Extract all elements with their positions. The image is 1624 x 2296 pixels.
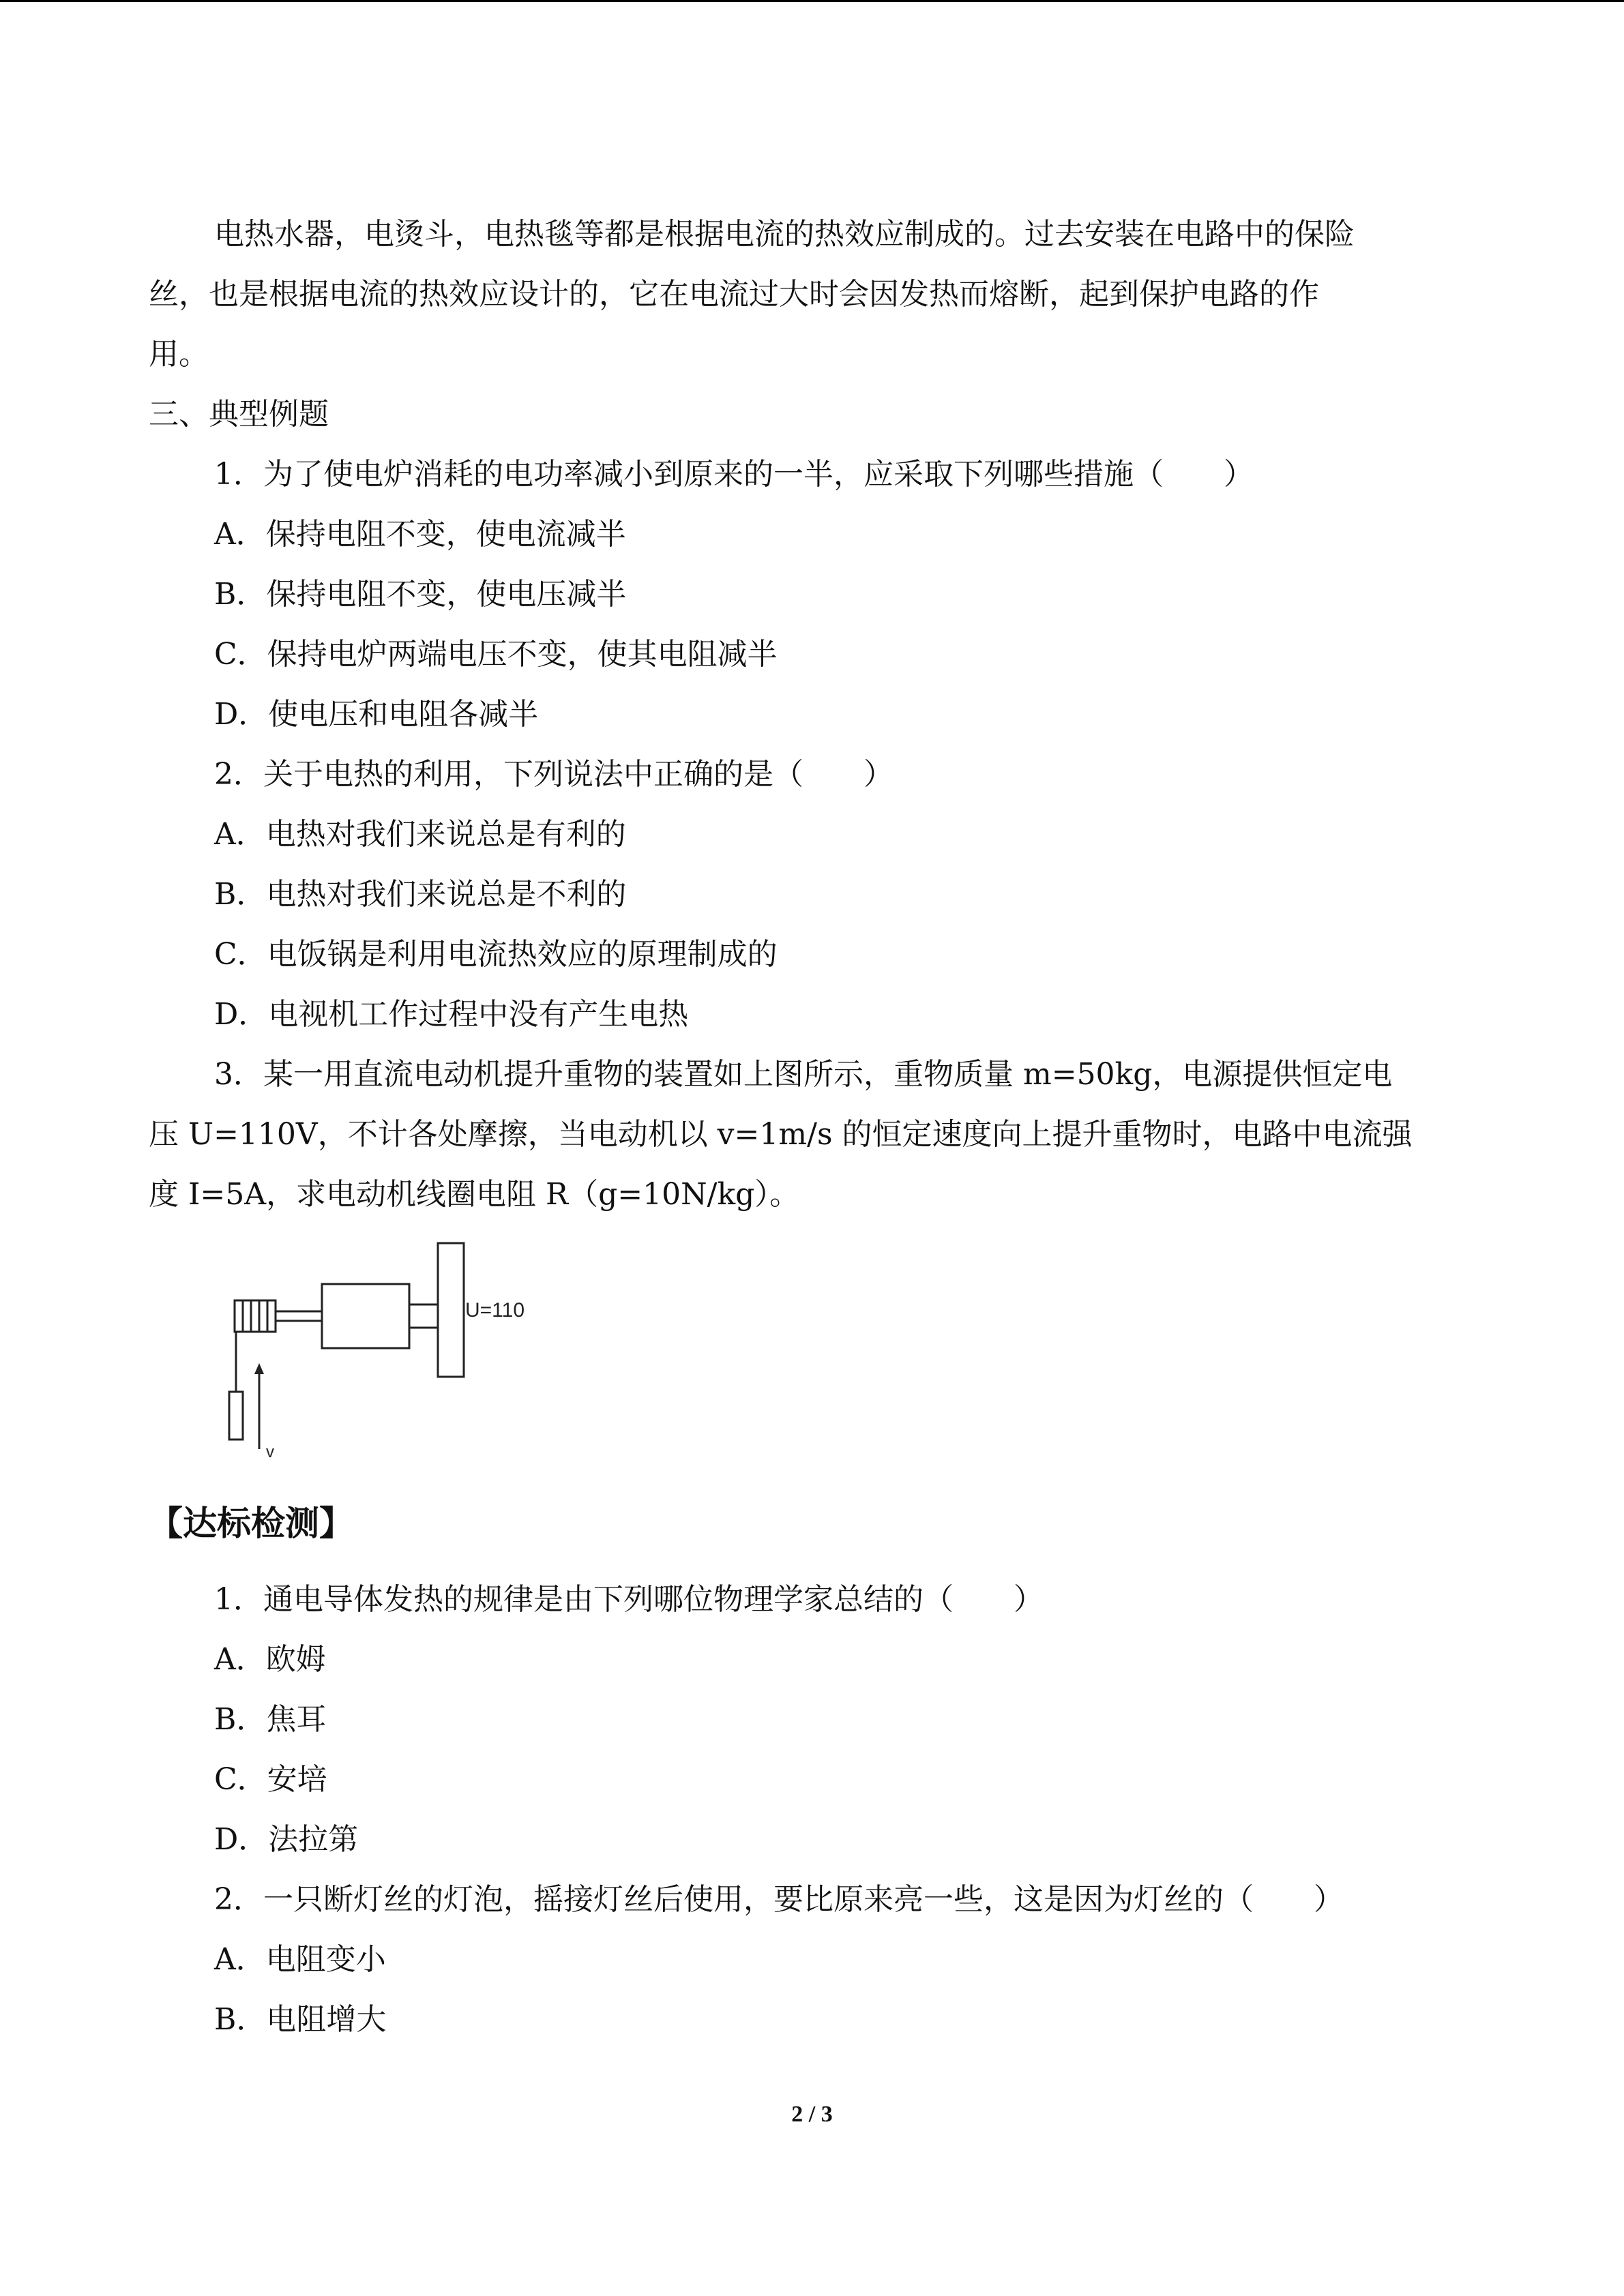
check-q1-stem: 1．通电导体发热的规律是由下列哪位物理学家总结的（ ） [214,1582,1044,1617]
page-number: 2 / 3 [791,2102,833,2127]
q1-option-c: C．保持电炉两端电压不变，使其电阻减半 [214,637,778,672]
q3-line-2: 压 U=110V，不计各处摩擦，当电动机以 v=1m/s 的恒定速度向上提升重物时，电路中电流强 [149,1117,1413,1152]
intro-line-3: 用。 [149,337,209,372]
intro-line-2: 丝，也是根据电流的热效应设计的，它在电流过大时会因发热而熔断，起到保护电路的作 [149,277,1319,312]
check-q2-stem: 2．一只断灯丝的灯泡，摇接灯丝后使用，要比原来亮一些，这是因为灯丝的（ ） [214,1882,1344,1917]
intro-line-1: 电热水器，电烫斗，电热毯等都是根据电流的热效应制成的。过去安装在电路中的保险 [214,217,1355,252]
check-heading: 【达标检测】 [149,1504,353,1543]
motor-lift-diagram [225,1238,539,1463]
check-q1-option-d: D．法拉第 [214,1822,359,1857]
q1-option-d: D．使电压和电阻各减半 [214,697,539,732]
q2-option-a: A．电热对我们来说总是有利的 [214,817,626,852]
q3-line-3: 度 I=5A，求电动机线圈电阻 R（g=10N/kg）。 [149,1177,800,1212]
q2-stem: 2．关于电热的利用，下列说法中正确的是（ ） [214,757,894,792]
voltage-label: U=110 [465,1299,525,1322]
weight [229,1392,243,1440]
q2-option-d: D．电视机工作过程中没有产生电热 [214,997,689,1032]
motor-body [322,1284,409,1348]
check-q1-option-c: C．安培 [214,1762,327,1797]
q1-option-a: A．保持电阻不变，使电流减半 [214,517,626,552]
velocity-label: v [266,1443,274,1461]
check-q1-option-b: B．焦耳 [214,1702,327,1737]
check-q2-option-a: A．电阻变小 [214,1942,386,1977]
q1-option-b: B．保持电阻不变，使电压减半 [214,577,627,612]
pulley-drum [235,1300,276,1332]
q2-option-b: B．电热对我们来说总是不利的 [214,877,627,912]
check-q2-option-b: B．电阻增大 [214,2002,387,2037]
check-q1-option-a: A．欧姆 [214,1642,326,1677]
q3-line-1: 3．某一用直流电动机提升重物的装置如上图所示，重物质量 m=50kg，电源提供恒定电 [214,1057,1393,1092]
power-supply [438,1243,464,1377]
section-title: 三、典型例题 [149,397,329,432]
top-border [0,0,1624,2]
q2-option-c: C．电饭锅是利用电流热效应的原理制成的 [214,937,778,972]
q1-stem: 1．为了使电炉消耗的电功率减小到原来的一半，应采取下列哪些措施（ ） [214,457,1254,492]
